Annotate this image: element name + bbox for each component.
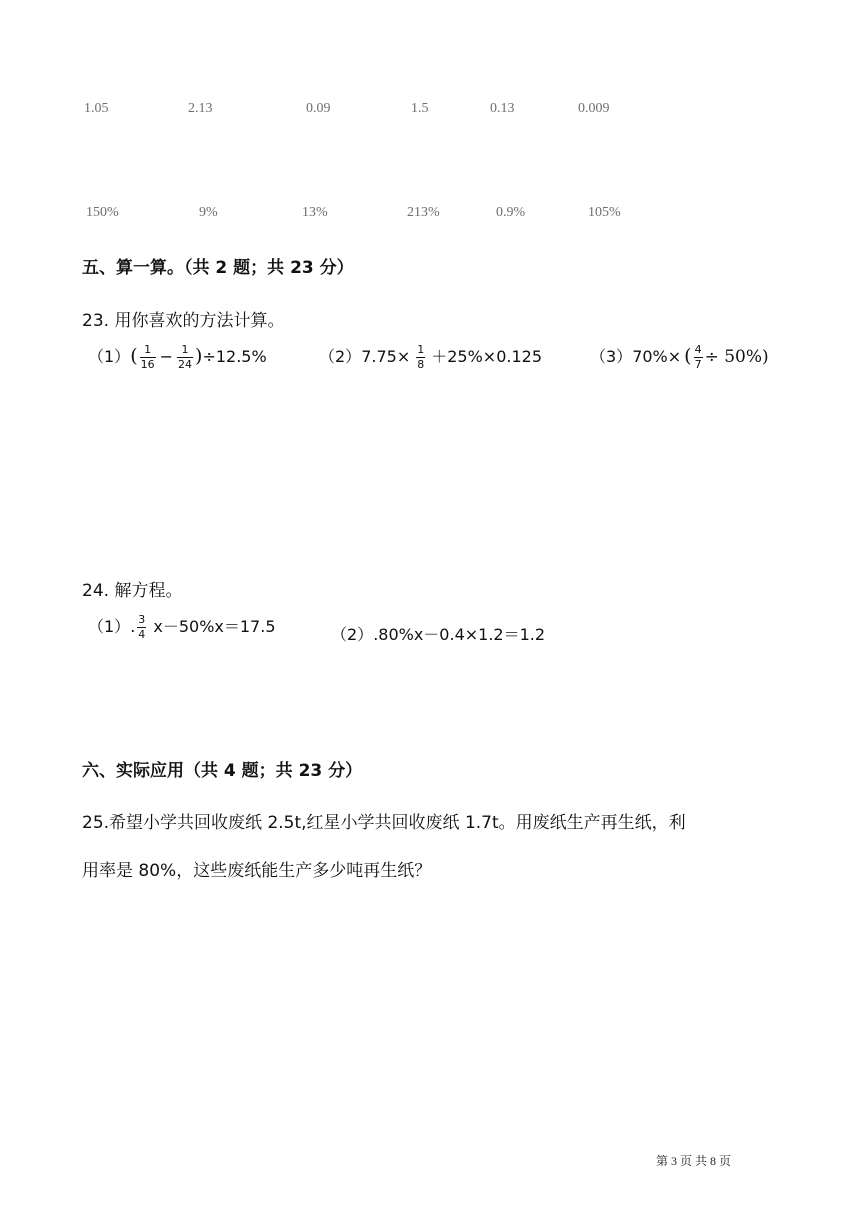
fraction — [137, 614, 146, 640]
expression-pre: 70%× — [632, 347, 682, 366]
percent-value: 213% — [407, 205, 440, 220]
fraction — [140, 344, 156, 370]
fraction — [694, 344, 703, 370]
question-23-title: 23. 用你喜欢的方法计算。 — [82, 311, 285, 331]
q24-part-1 — [88, 614, 276, 641]
q23-part-1 — [88, 344, 267, 371]
numerator: 4 — [694, 343, 702, 357]
page-footer: 第 3 页 共 8 页 — [656, 1154, 732, 1168]
section-heading-5: 五、算一算。（共 2 题；共 23 分） — [82, 258, 354, 278]
question-24-title: 24. 解方程。 — [82, 581, 183, 601]
denominator: 16 — [140, 358, 155, 371]
q23-part-2 — [319, 344, 542, 371]
percent-value: 0.9% — [496, 205, 526, 220]
expression-rest: ＋25%×0.125 — [431, 347, 542, 366]
close-paren: ) — [195, 345, 203, 367]
numerator: 1 — [417, 343, 425, 357]
percent-value: 9% — [199, 205, 218, 220]
q24-part-2 — [331, 622, 545, 645]
decimal-value: 0.09 — [306, 101, 331, 116]
equation-text: .80%x－0.4×1.2＝1.2 — [373, 625, 546, 644]
part-label: （3） — [590, 347, 633, 366]
decimal-value: 1.05 — [84, 101, 109, 116]
numerator: 3 — [138, 613, 146, 627]
part-label: （2） — [319, 347, 362, 366]
section-heading-6: 六、实际应用（共 4 题；共 23 分） — [82, 761, 363, 781]
decimal-value: 1.5 — [411, 101, 429, 116]
open-paren: ( — [130, 345, 138, 367]
part-label: （1） — [88, 617, 131, 636]
numerator: 1 — [181, 343, 189, 357]
percent-value: 150% — [86, 205, 119, 220]
percent-value: 105% — [588, 205, 621, 220]
decimal-value: 0.13 — [490, 101, 515, 116]
question-25-line-2: 用率是 80%，这些废纸能生产多少吨再生纸？ — [82, 861, 432, 881]
part-label: （1） — [88, 347, 131, 366]
fraction — [416, 344, 425, 370]
question-25-line-1: 25.希望小学共回收废纸 2.5t,红星小学共回收废纸 1.7t。用废纸生产再生纸，利 — [82, 813, 686, 833]
fraction — [177, 344, 193, 370]
numerator: 1 — [144, 343, 152, 357]
dot-mark: . — [130, 617, 136, 636]
expression-rest: ÷ 50%) — [704, 347, 769, 367]
expression-pre: 7.75× — [361, 347, 411, 366]
percent-value: 13% — [302, 205, 328, 220]
denominator: 8 — [417, 358, 425, 371]
denominator: 24 — [178, 358, 193, 371]
decimal-value: 2.13 — [188, 101, 213, 116]
denominator: 7 — [694, 358, 702, 371]
open-paren: ( — [684, 345, 692, 367]
expression-rest: x－50%x＝17.5 — [148, 617, 276, 636]
minus-sign: − — [159, 347, 174, 366]
expression-rest: ÷12.5% — [202, 347, 267, 366]
q23-part-3 — [590, 344, 769, 371]
decimal-value: 0.009 — [578, 101, 610, 116]
part-label: （2） — [331, 625, 374, 644]
denominator: 4 — [138, 628, 146, 641]
